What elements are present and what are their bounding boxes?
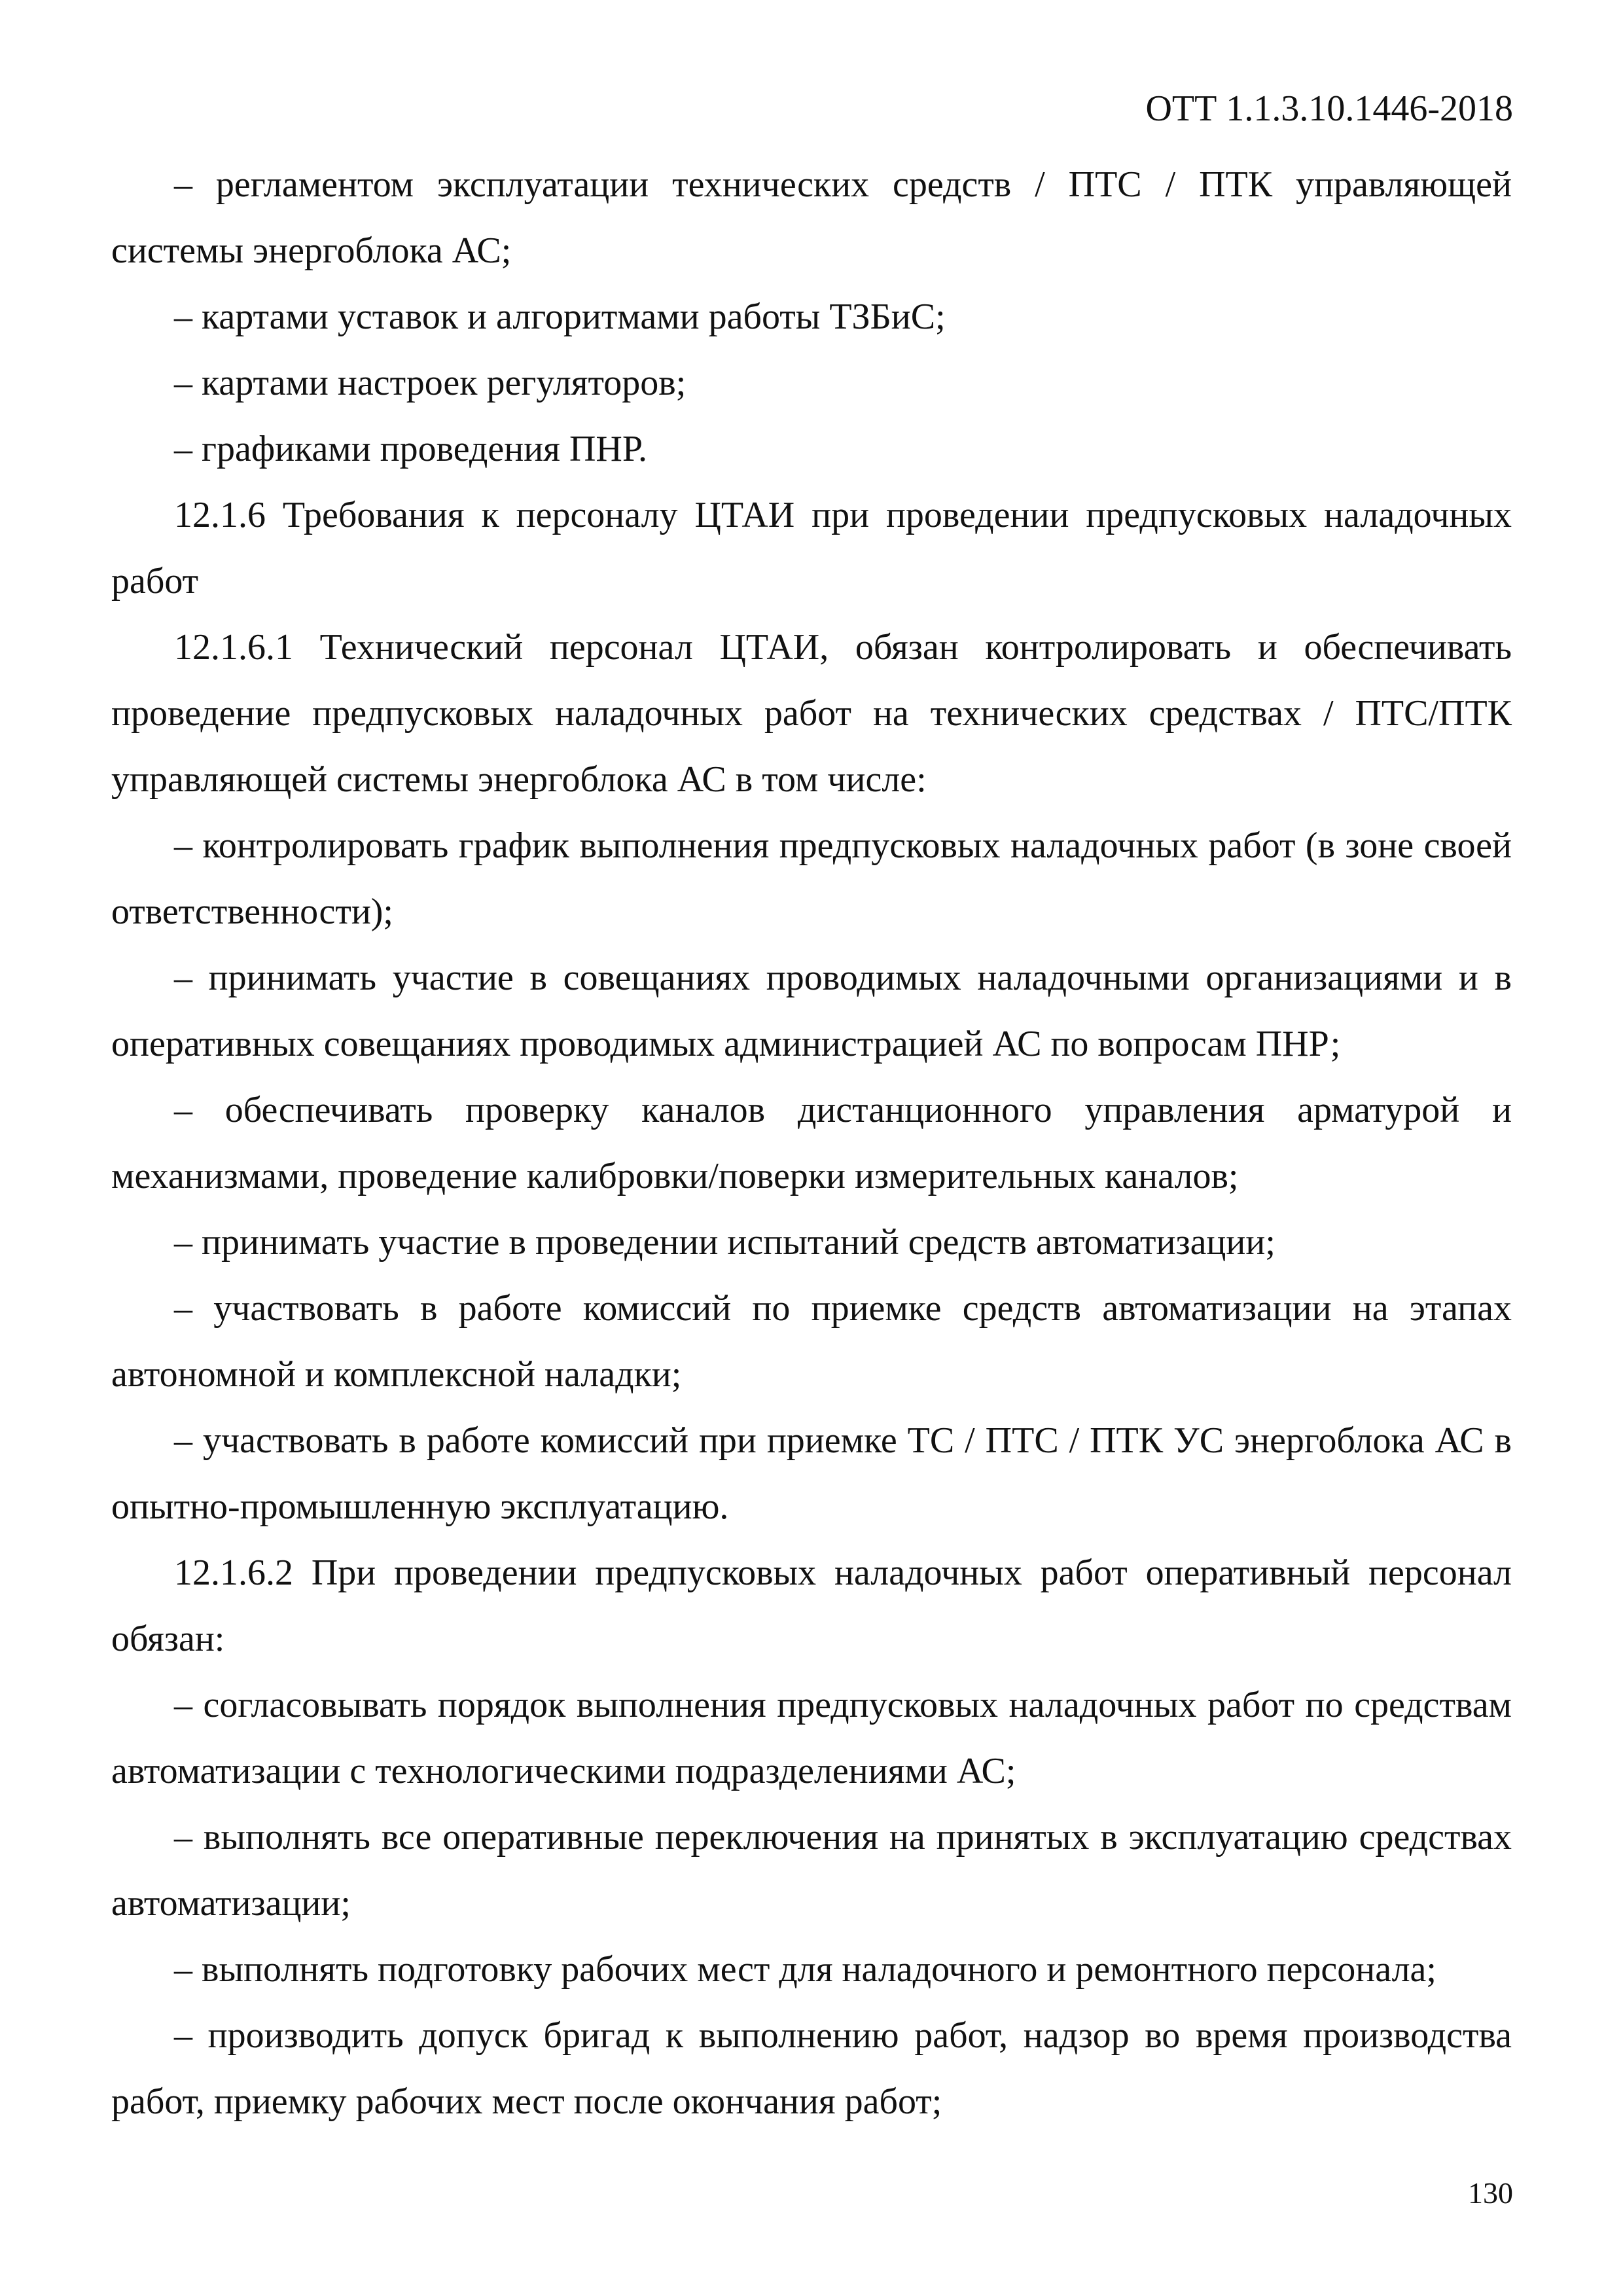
list-item-coordinate-order: – согласовывать порядок выполнения предпусковых наладочных работ по средствам автоматизации с технологическими подразделениями АС; xyxy=(111,1685,1512,1791)
clause-12-1-6-1: 12.1.6.1 Технический персонал ЦТАИ, обязан контролировать и обеспечивать проведение предпусковых наладочных работ на технических средствах / ПТС/ПТК управляющей системы энергоблока АС в том числе: xyxy=(111,627,1512,800)
list-item-regulator-maps: – картами настроек регуляторов; xyxy=(174,363,687,403)
page-number: 130 xyxy=(1468,2176,1513,2210)
document-code-header: ОТТ 1.1.3.10.1446-2018 xyxy=(1145,88,1513,129)
list-item-meetings: – принимать участие в совещаниях проводимых наладочными организациями и в оперативных совещаниях проводимых администрацией АС по вопросам ПНР; xyxy=(111,958,1512,1064)
list-item-workplace-prep: – выполнять подготовку рабочих мест для наладочного и ремонтного персонала; xyxy=(174,1949,1436,1990)
list-item-trial-operation: – участвовать в работе комиссий при приемке ТС / ПТС / ПТК УС энергоблока АС в опытно-промышленную эксплуатацию. xyxy=(111,1420,1512,1527)
list-item-reglament: – регламентом эксплуатации технических средств / ПТС / ПТК управляющей системы энергоблока АС; xyxy=(111,164,1512,271)
list-item-setpoint-maps: – картами уставок и алгоритмами работы ТЗБиС; xyxy=(174,296,946,337)
list-item-channel-checks: – обеспечивать проверку каналов дистанционного управления арматурой и механизмами, проведение калибровки/поверки измерительных каналов; xyxy=(111,1090,1512,1196)
list-item-control-schedule: – контролировать график выполнения предпусковых наладочных работ (в зоне своей ответственности); xyxy=(111,825,1512,932)
list-item-team-admission: – производить допуск бригад к выполнению работ, надзор во время производства работ, приемку рабочих мест после окончания работ; xyxy=(111,2015,1512,2122)
list-item-pnr-schedules: – графиками проведения ПНР. xyxy=(174,429,647,469)
document-body xyxy=(111,152,1512,2135)
list-item-acceptance-commissions: – участвовать в работе комиссий по приемке средств автоматизации на этапах автономной и комплексной наладки; xyxy=(111,1288,1512,1395)
clause-12-1-6-2: 12.1.6.2 При проведении предпусковых наладочных работ оперативный персонал обязан: xyxy=(111,1552,1512,1659)
list-item-testing: – принимать участие в проведении испытаний средств автоматизации; xyxy=(174,1222,1275,1263)
section-heading-12-1-6: 12.1.6 Требования к персоналу ЦТАИ при проведении предпусковых наладочных работ xyxy=(111,495,1512,601)
list-item-switching: – выполнять все оперативные переключения на принятых в эксплуатацию средствах автоматизации; xyxy=(111,1817,1512,1924)
